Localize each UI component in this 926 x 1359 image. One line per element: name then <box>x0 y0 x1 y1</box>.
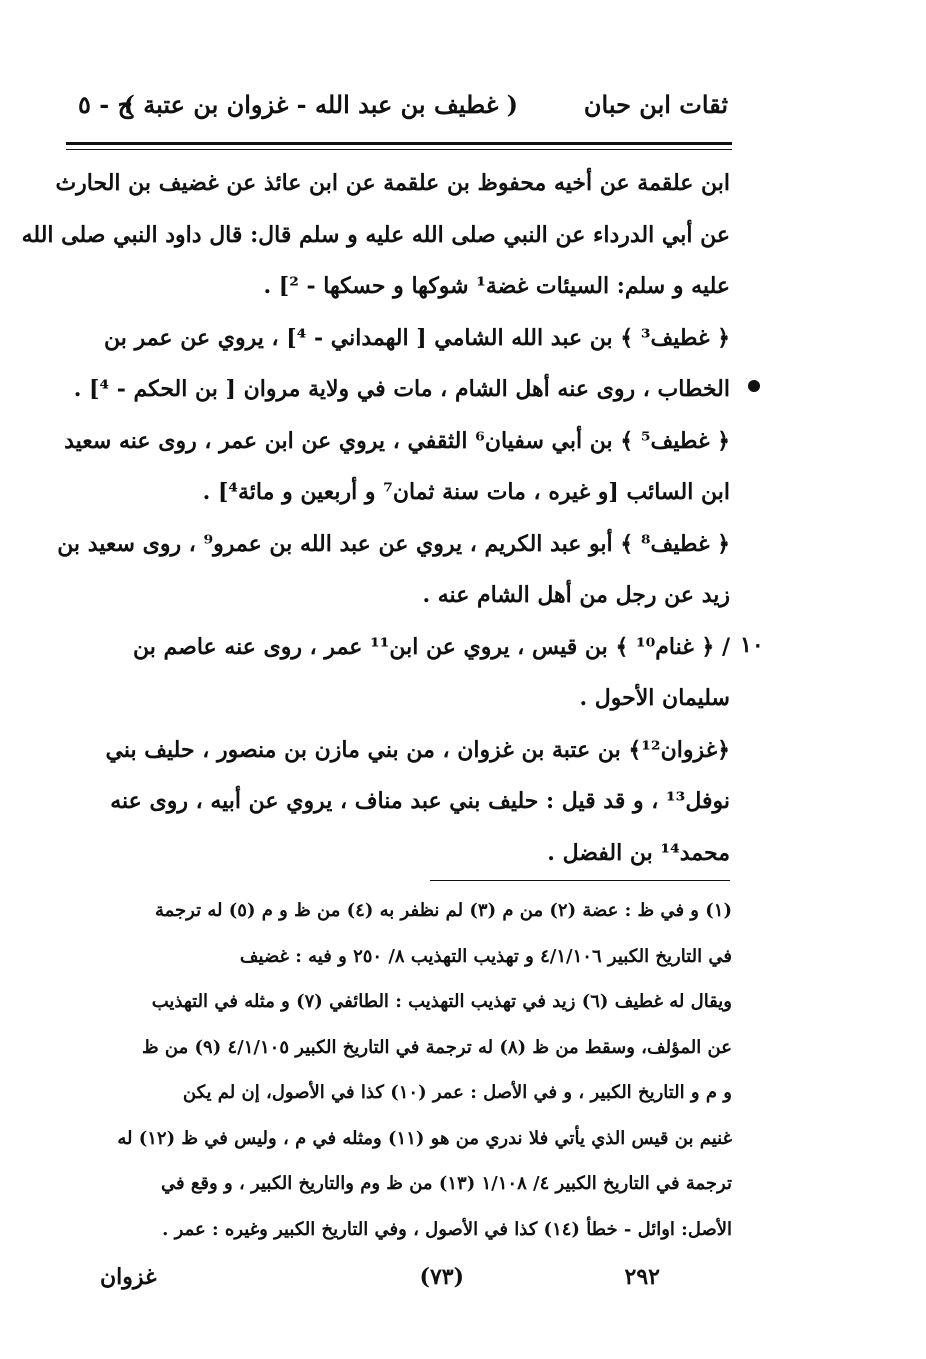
footer-page-number: ٢٩٢ <box>624 1264 660 1290</box>
margin-folio-number: ١٠ <box>740 632 764 658</box>
header-section-range: ( غطيف بن عبد الله - غزوان بن عتبة ) <box>123 90 518 119</box>
footnote-separator <box>430 880 730 881</box>
footer-code: (٧٣) <box>419 1264 464 1290</box>
text-line: ابن السائب [و غيره ، مات سنة ثمان⁷ و أربعين و مائة⁴] . <box>202 479 730 505</box>
header-volume: ج - ٥ <box>78 90 134 119</box>
page-footer <box>100 1264 660 1304</box>
text-line: نوفل¹³ ، و قد قيل : حليف بني عبد مناف ، يروي عن أبيه ، روى عنه <box>110 788 730 814</box>
entry-ghutayf-abu-abd-al-karim: ﴿ غطيف⁸ ﴾ أبو عبد الكريم ، يروي عن عبد الله بن عمرو⁹ ، روى سعيد بن <box>57 530 730 557</box>
footnotes <box>82 888 732 1252</box>
entry-ghutayf-ibn-abi-sufyan: ﴿ غطيف⁵ ﴾ بن أبي سفيان⁶ الثقفي ، يروي عن ابن عمر ، روى عنه سعيد <box>64 427 730 454</box>
text-line: ابن علقمة عن أخيه محفوظ بن علقمة عن ابن عائذ عن غضيف بن الحارث <box>55 170 730 196</box>
text-line: عليه و سلم: السيئات غضة¹ شوكها و حسكها - ²] . <box>263 273 730 299</box>
text-line: سليمان الأحول . <box>579 685 730 711</box>
header-rule-thick <box>66 142 732 145</box>
text-line: الخطاب ، روى عنه أهل الشام ، مات في ولاية مروان [ بن الحكم - ⁴] . <box>73 376 730 402</box>
footnote-line: ترجمة في التاريخ الكبير ٤/ ١/١٠٨ (١٣) من ظ وم والتاريخ الكبير ، و وقع في <box>160 1173 732 1194</box>
footer-catchword: غزوان <box>100 1264 157 1290</box>
footnote-line: عن المؤلف، وسقط من ظ (٨) له ترجمة في التاريخ الكبير ٤/١/١٠٥ (٩) من ظ <box>142 1036 732 1058</box>
text-line: محمد¹⁴ بن الفضل . <box>547 839 730 866</box>
entry-ghannam-ibn-qays: / ﴿ غنام¹⁰ ﴾ بن قيس ، يروي عن ابن¹¹ عمر ، روى عنه عاصم بن <box>132 633 730 660</box>
footnote-line: و م و التاريخ الكبير ، و في الأصل : عمر (١٠) كذا في الأصول، إن لم يكن <box>182 1082 732 1103</box>
text-line: زيد عن رجل من أهل الشام عنه . <box>422 582 730 608</box>
footnote-line: غنيم بن قيس الذي يأتي فلا ندري من هو (١١) ومثله في م ، وليس في ظ (١٢) له <box>117 1127 732 1149</box>
footnote-line: في التاريخ الكبير ٤/١/١٠٦ و تهذيب التهذيب ٨/ ٢٥٠ و فيه : غضيف <box>239 945 732 967</box>
footnote-line: الأصل: اوائل - خطأ (١٤) كذا في الأصول ، وفي التاريخ الكبير وغيره : عمر . <box>162 1218 732 1240</box>
footnote-line: ويقال له غطيف (٦) زيد في تهذيب التهذيب : الطائفي (٧) و مثله في التهذيب <box>151 991 732 1012</box>
margin-dot-marker <box>748 380 760 392</box>
header-book-title: ثقات ابن حبان <box>583 90 728 119</box>
entry-ghazwan-ibn-utba: ﴿غزوان¹²﴾ بن عتبة بن غزوان ، من بني مازن بن منصور ، حليف بني <box>105 736 730 763</box>
header-rule-thin <box>66 149 732 150</box>
text-line: عن أبي الدرداء عن النبي صلى الله عليه و سلم قال: قال داود النبي صلى الله <box>21 221 730 248</box>
footnote-line: (١) و في ظ : عضة (٢) من م (٣) لم نظفر به (٤) من ظ و م (٥) له ترجمة <box>154 900 732 921</box>
running-header <box>78 88 728 128</box>
entry-ghutayf-ibn-abdallah: ﴿ غطيف³ ﴾ بن عبد الله الشامي [ الهمداني - ⁴] ، يروي عن عمر بن <box>104 324 730 351</box>
main-text <box>21 158 730 879</box>
